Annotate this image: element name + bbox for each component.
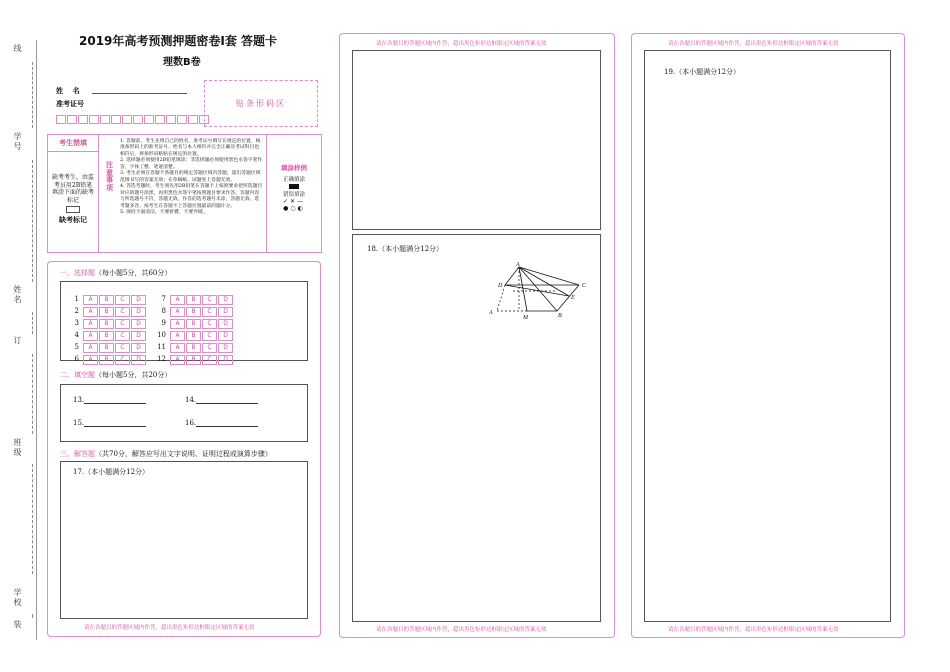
blank-14-label: 14. xyxy=(185,396,197,404)
mcq-option-bubble[interactable]: C xyxy=(115,355,130,365)
warning-notice: 请在各题目的答题区域内作答，超出黑色矩形边框限定区域的答案无效 xyxy=(376,41,547,47)
binding-label-line: 线 xyxy=(13,44,22,54)
mcq-option-bubble[interactable]: A xyxy=(170,355,185,365)
notes-item: 1. 答题前，考生先将自己的姓名、准考证号填写在规定的位置，核准条形码上的准考证号、姓名与本人相符并完全正确及考试科目也相符后，将条形码粘贴在规定的位置。 xyxy=(120,139,261,157)
mcq-option-bubble[interactable]: D xyxy=(131,331,146,341)
figure-label: A xyxy=(489,310,493,316)
mcq-option-bubble[interactable]: A xyxy=(170,343,185,353)
binding-label-class: 班级 xyxy=(13,438,22,458)
mcq-option-bubble[interactable]: A xyxy=(170,331,185,341)
mcq-option-bubble[interactable]: A xyxy=(83,295,98,305)
mcq-question-number: 12 xyxy=(157,355,166,363)
mcq-row xyxy=(69,298,147,315)
exam-id-grid[interactable] xyxy=(56,109,210,128)
notes-item: 3. 考生必须在答题卡各题目的规定答题区域内答题，超出答题区域范围书写的答案无效；在草稿纸、试题卷上答题无效。 xyxy=(120,171,261,183)
mcq-option-bubble[interactable]: C xyxy=(115,295,130,305)
blank-15-label: 15. xyxy=(73,419,85,427)
q17-label: 17.（本小题满分12分） xyxy=(73,468,150,476)
figure-edge xyxy=(519,267,557,311)
section2-heading xyxy=(60,370,171,380)
absent-label: 缺考标记 xyxy=(59,215,87,224)
warning-notice: 请在各题目的答题区域内作答，超出黑色矩形边框限定区域的答案无效 xyxy=(84,625,255,631)
mcq-option-bubble[interactable]: D xyxy=(131,355,146,365)
mcq-row xyxy=(156,334,234,351)
answer-panel-left xyxy=(47,261,321,637)
figure-edge xyxy=(519,267,527,311)
mcq-option-bubble[interactable]: A xyxy=(83,355,98,365)
blank-13-label: 13. xyxy=(73,396,85,404)
figure-label: C xyxy=(582,283,587,289)
candidate-box-title: 考生禁填 xyxy=(48,138,98,152)
fill-sample-title: 填涂样例 xyxy=(281,164,307,172)
mcq-row xyxy=(156,346,234,363)
mcq-row xyxy=(69,322,147,339)
pyramid-figure xyxy=(483,261,593,321)
mcq-row xyxy=(69,346,147,363)
binding-label-bind: 装 xyxy=(13,620,22,630)
mcq-option-bubble[interactable]: C xyxy=(115,319,130,329)
section1-title: 一、选择题 xyxy=(60,269,95,277)
mcq-option-bubble[interactable]: C xyxy=(202,295,217,305)
exam-id-label: 准考证号 xyxy=(56,99,84,108)
mcq-option-bubble[interactable]: B xyxy=(186,343,201,353)
mcq-question-number: 8 xyxy=(161,307,166,315)
wrong-mark: ○ xyxy=(290,205,298,213)
figure-edge xyxy=(557,285,579,311)
mcq-question-number: 4 xyxy=(74,331,79,339)
mcq-option-bubble[interactable]: D xyxy=(218,343,233,353)
q18-label: 18.（本小题满分12分） xyxy=(367,245,444,253)
mcq-box xyxy=(60,281,308,361)
sheet-title: 2019年高考预测押题密卷Ⅰ套 答题卡 xyxy=(79,34,278,48)
mcq-option-bubble[interactable]: A xyxy=(170,307,185,317)
fill-sample xyxy=(270,163,318,212)
figure-edge xyxy=(505,267,519,285)
mcq-option-bubble[interactable]: C xyxy=(202,331,217,341)
fill-wrong-marks xyxy=(270,198,318,212)
binding-dashed-line xyxy=(32,354,33,434)
mcq-option-bubble[interactable]: B xyxy=(186,331,201,341)
mcq-option-bubble[interactable]: D xyxy=(218,331,233,341)
section3-title: 三、解答题 xyxy=(60,450,95,458)
mcq-option-bubble[interactable]: D xyxy=(218,355,233,365)
mcq-option-bubble[interactable]: D xyxy=(218,319,233,329)
name-label: 姓 名 xyxy=(56,86,80,95)
wrong-mark: ✕ xyxy=(290,198,298,205)
mcq-option-bubble[interactable]: B xyxy=(186,307,201,317)
figure-label: B xyxy=(558,313,562,319)
binding-label-school: 学校 xyxy=(13,588,22,608)
mcq-column-left xyxy=(69,286,147,363)
answer-panel-middle xyxy=(339,33,615,638)
mcq-option-bubble[interactable]: D xyxy=(218,295,233,305)
instructions-box xyxy=(47,134,322,253)
figure-label: D xyxy=(498,283,503,289)
mcq-option-bubble[interactable]: B xyxy=(99,319,114,329)
wrong-mark: ● xyxy=(283,205,291,213)
section3-heading xyxy=(60,449,272,459)
wrong-mark: — xyxy=(297,198,306,205)
mcq-option-bubble[interactable]: D xyxy=(218,307,233,317)
mcq-row xyxy=(69,334,147,351)
blank-14[interactable] xyxy=(185,395,258,404)
figure-label: E xyxy=(571,295,575,301)
q19-label: 19.（本小题满分12分） xyxy=(664,68,741,76)
binding-edge xyxy=(36,40,37,640)
blank-16-label: 16. xyxy=(185,419,197,427)
blank-16[interactable] xyxy=(185,418,258,427)
mcq-option-bubble[interactable]: C xyxy=(202,319,217,329)
blank-13[interactable] xyxy=(73,395,146,404)
q19-answer-area[interactable] xyxy=(644,50,891,622)
mcq-question-number: 10 xyxy=(157,331,166,339)
mcq-option-bubble[interactable]: B xyxy=(99,307,114,317)
notes-title: 注意事项 xyxy=(106,160,113,193)
mcq-option-bubble[interactable]: B xyxy=(99,355,114,365)
mcq-question-number: 7 xyxy=(161,295,166,303)
mcq-option-bubble[interactable]: B xyxy=(99,295,114,305)
candidate-box-text: 缺考考生，由监考员用2B铅笔填涂下面的缺考标记 xyxy=(52,174,95,204)
binding-dashed-line xyxy=(32,312,33,334)
mcq-option-bubble[interactable]: B xyxy=(186,355,201,365)
mcq-option-bubble[interactable]: A xyxy=(170,295,185,305)
mcq-option-bubble[interactable]: D xyxy=(131,307,146,317)
mcq-option-bubble[interactable]: B xyxy=(186,319,201,329)
figure-edge xyxy=(519,267,579,285)
mcq-option-bubble[interactable]: B xyxy=(186,295,201,305)
notes-list xyxy=(120,139,263,217)
section3-note: （共70分，解答应写出文字说明、证明过程或演算步骤） xyxy=(95,450,272,458)
mcq-option-bubble[interactable]: B xyxy=(99,331,114,341)
q18-answer-area[interactable] xyxy=(352,234,601,622)
mcq-row xyxy=(69,286,147,303)
mcq-option-bubble[interactable]: C xyxy=(115,307,130,317)
mcq-option-bubble[interactable]: A xyxy=(83,307,98,317)
sheet-subtitle: 理数B卷 xyxy=(163,57,201,68)
mcq-option-bubble[interactable]: A xyxy=(170,319,185,329)
mcq-column-right xyxy=(156,286,234,363)
mcq-row xyxy=(69,310,147,327)
mcq-option-bubble[interactable]: B xyxy=(99,343,114,353)
section2-note: （每小题5分，共20分） xyxy=(95,371,172,379)
binding-dashed-line xyxy=(32,614,33,618)
mcq-option-bubble[interactable]: D xyxy=(131,319,146,329)
mcq-option-bubble[interactable]: D xyxy=(131,343,146,353)
warning-notice: 请在各题目的答题区域内作答，超出黑色矩形边框限定区域的答案无效 xyxy=(668,41,839,47)
figure-label: A xyxy=(516,262,520,268)
mcq-option-bubble[interactable]: C xyxy=(202,307,217,317)
notes-item: 2. 选择题必须使用2B铅笔填涂；非选择题必须使用黑色水签字笔作答，字体工整、笔迹清楚。 xyxy=(120,158,263,170)
figure-label: M xyxy=(523,315,528,321)
mcq-option-bubble[interactable]: C xyxy=(115,331,130,341)
binding-dashed-line xyxy=(32,160,33,282)
absent-mark-box[interactable] xyxy=(66,206,80,213)
mcq-question-number: 11 xyxy=(157,343,166,351)
binding-label-order: 订 xyxy=(13,336,22,346)
mcq-question-number: 9 xyxy=(161,319,166,327)
mcq-option-bubble[interactable]: C xyxy=(115,343,130,353)
fill-correct-label: 正确填涂 xyxy=(282,177,305,183)
name-field[interactable] xyxy=(92,93,187,94)
barcode-area xyxy=(204,80,318,127)
mcq-question-number: 6 xyxy=(74,355,79,363)
fill-correct-mark xyxy=(289,184,299,189)
fill-blank-box xyxy=(60,384,308,442)
mcq-row xyxy=(156,286,234,303)
warning-notice: 请在各题目的答题区域内作答，超出黑色矩形边框限定区域的答案无效 xyxy=(376,627,547,633)
q17-answer-area[interactable] xyxy=(60,461,308,619)
fill-wrong-label: 错误填涂 xyxy=(282,192,305,198)
mcq-option-bubble[interactable]: A xyxy=(83,343,98,353)
barcode-area-label: 贴条形码区 xyxy=(236,99,286,108)
section1-note: （每小题5分，共60分） xyxy=(95,269,172,277)
mcq-option-bubble[interactable]: D xyxy=(131,295,146,305)
mcq-option-bubble[interactable]: C xyxy=(202,355,217,365)
q17-continued-area[interactable] xyxy=(352,50,601,230)
notes-item: 5. 保持卡面清洁，不要折叠、不要弄破。 xyxy=(120,210,208,216)
warning-notice: 请在各题目的答题区域内作答，超出黑色矩形边框限定区域的答案无效 xyxy=(668,627,839,633)
notes-item: 4. 答选考题时，考生须先用2B铅笔在答题卡上按照要求把所选题目对应的题号涂黑，再用黑色水签字笔按照题目要求作答。答题内容与所选题号不符，答题无效。作答的选考题号未涂，答题无效。选考题多答，按考生在答题卡上答题位置最前的题计分。 xyxy=(120,184,263,209)
mcq-option-bubble[interactable]: C xyxy=(202,343,217,353)
binding-dashed-line xyxy=(32,464,33,574)
blank-15[interactable] xyxy=(73,418,146,427)
section2-title: 二、填空题 xyxy=(60,371,95,379)
mcq-question-number: 1 xyxy=(74,295,79,303)
mcq-question-number: 2 xyxy=(74,307,79,315)
wrong-mark: ✓ xyxy=(282,198,290,205)
mcq-row xyxy=(156,310,234,327)
candidate-box xyxy=(48,135,99,252)
section1-heading xyxy=(60,268,171,278)
mcq-row xyxy=(156,322,234,339)
mcq-question-number: 5 xyxy=(74,343,79,351)
answer-panel-right xyxy=(631,33,905,638)
mcq-option-bubble[interactable]: A xyxy=(83,331,98,341)
binding-dashed-line xyxy=(32,62,33,128)
binding-label-student-no: 学号 xyxy=(13,132,22,152)
wrong-mark: ◐ xyxy=(297,205,305,213)
mcq-option-bubble[interactable]: A xyxy=(83,319,98,329)
binding-label-name: 姓名 xyxy=(13,285,22,305)
mcq-question-number: 3 xyxy=(74,319,79,327)
mcq-row xyxy=(156,298,234,315)
